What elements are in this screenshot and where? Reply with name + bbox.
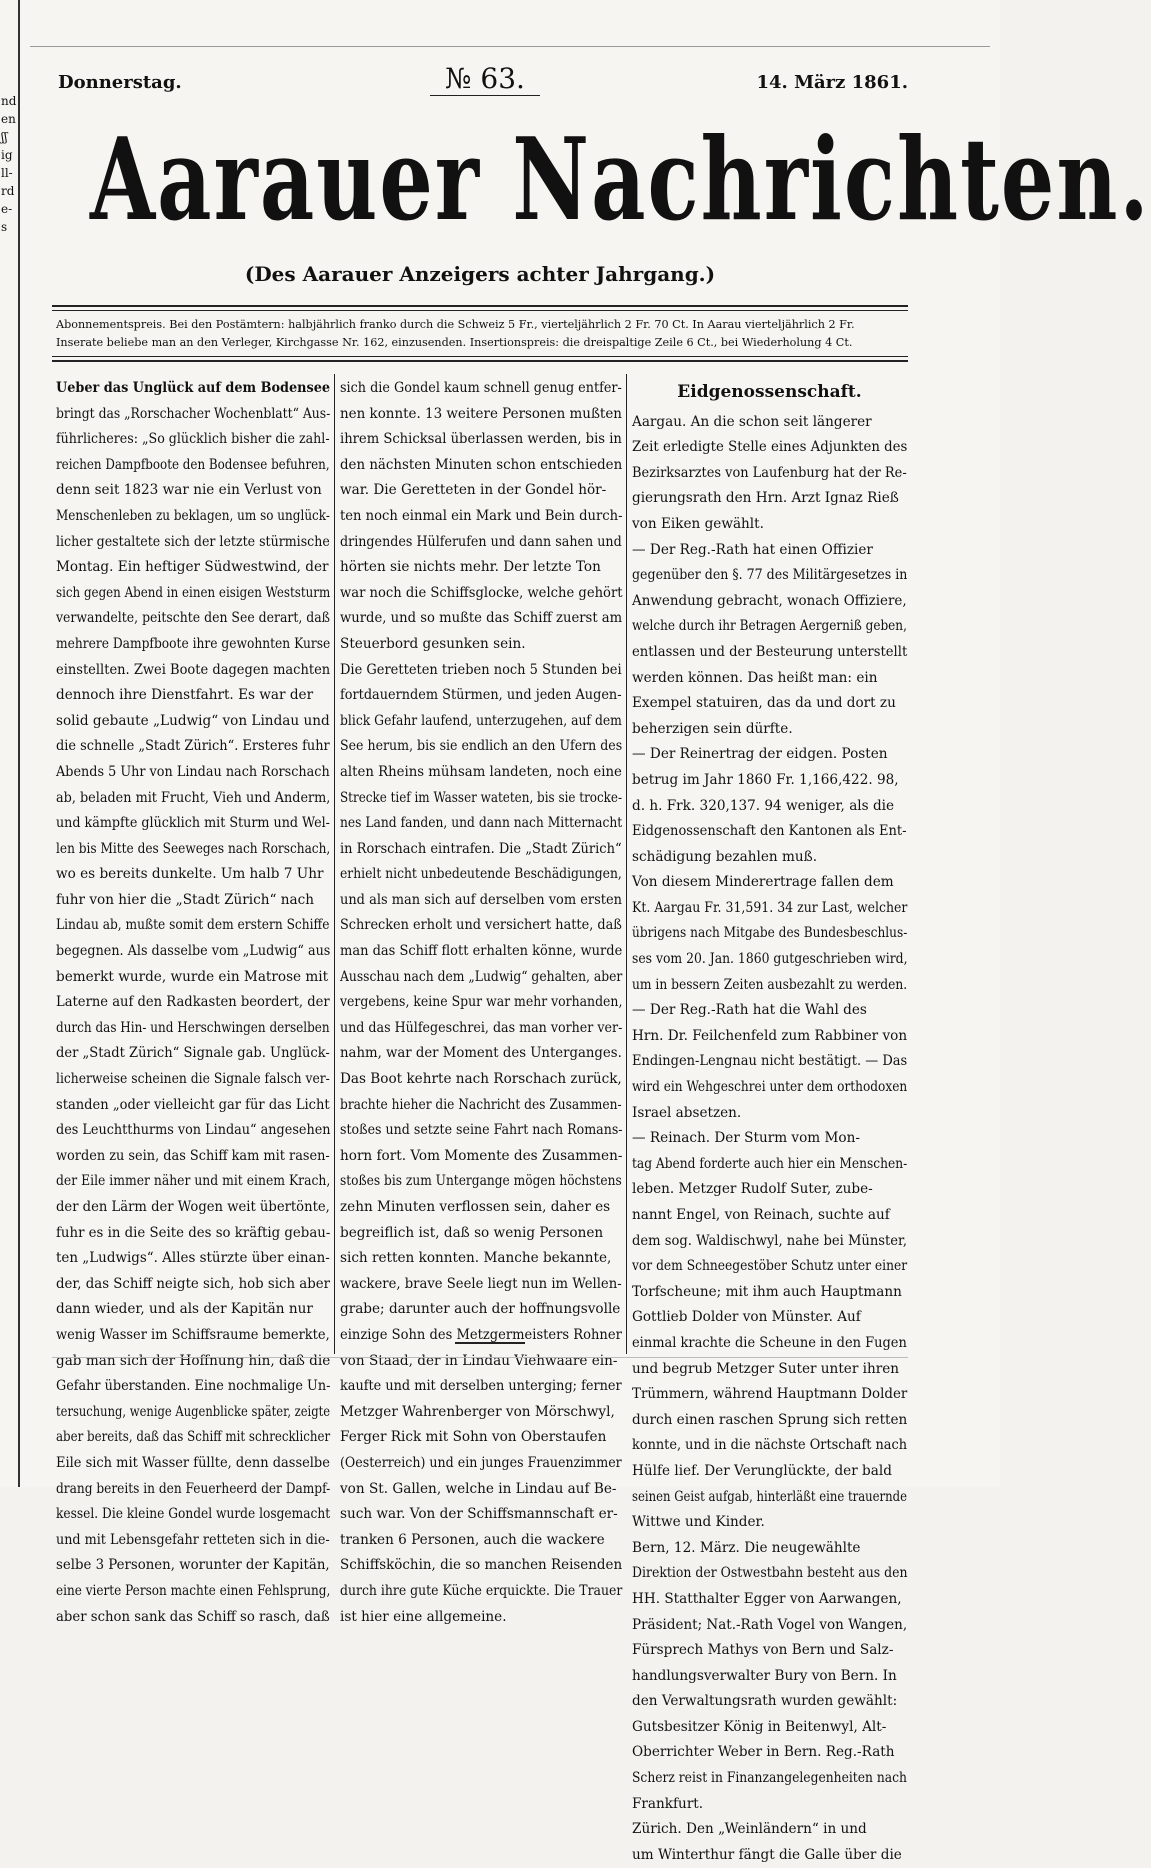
edge-fragment: e- [1,202,13,216]
text-line: man das Schiff flott erhalten könne, wurde [340,943,623,960]
text-line: len bis Mitte des Seeweges nach Rorschach, [56,840,331,857]
edge-fragment: ʃʃ [1,130,8,144]
masthead-subtitle: (Des Aarauer Anzeigers achter Jahrgang.) [244,262,716,286]
text-line: wird ein Wehgeschrei unter dem orthodoxen [632,1079,908,1096]
text-line: (Oesterreich) und ein junges Frauenzimmer [340,1454,622,1471]
text-line: von Eiken gewählt. [632,515,764,532]
weekday: Donnerstag. [58,72,182,93]
text-line: Bezirksarztes von Laufenburg hat der Re- [632,464,907,481]
text-line: ten noch einmal ein Mark und Bein durch- [340,507,623,524]
text-line: Von diesem Minderertrage fallen dem [632,874,894,891]
text-line: handlungsverwalter Bury von Bern. In [632,1667,897,1684]
text-line: aber bereits, daß das Schiff mit schrecklicher [56,1429,331,1446]
text-line: gegenüber den §. 77 des Militärgesetzes in [632,567,908,584]
text-line: der Eile immer näher und mit einem Krach, [56,1173,331,1190]
text-line: reichen Dampfboote den Bodensee befuhren, [56,456,330,473]
text-line: durch ihre gute Küche erquickte. Die Trauer [340,1582,623,1599]
text-line: Aargau. An die schon seit längerer [632,413,872,430]
text-line: erhielt nicht unbedeutende Beschädigungen, [340,866,622,883]
text-line: grabe; darunter auch der hoffnungsvolle [340,1301,621,1318]
text-line: vor dem Schneegestöber Schutz unter einer [632,1258,908,1275]
text-line: — Der Reinertrag der eidgen. Posten [632,746,888,763]
text-line: betrug im Jahr 1860 Fr. 1,166,422. 98, [632,771,899,788]
text-line: nen konnte. 13 weitere Personen mußten [340,405,622,422]
text-line: mehrere Dampfboote ihre gewohnten Kurse [56,635,331,652]
text-line: dann wieder, und als der Kapitän nur [56,1301,313,1318]
text-line: sich gegen Abend in einen eisigen Weststurm [56,584,331,601]
text-line: durch einen raschen Sprung sich retten [632,1411,908,1428]
text-line: Montag. Ein heftiger Südwestwind, der [56,559,329,576]
text-line: such war. Von der Schiffsmannschaft er- [340,1506,618,1523]
text-line: vergebens, keine Spur war mehr vorhanden, [340,994,623,1011]
text-line: war noch die Schiffsglocke, welche gehört [340,584,623,601]
text-line: Bern, 12. März. Die neugewählte [632,1539,861,1556]
rule-top [52,305,908,307]
text-line: beherzigen sein dürfte. [632,720,793,737]
text-line: fuhr von hier die „Stadt Zürich“ nach [56,891,315,908]
text-line: Menschenleben zu beklagen, um so unglück- [56,507,330,524]
edge-fragment: nd [1,94,17,108]
text-line: brachte hieher die Nachricht des Zusammen- [340,1096,622,1113]
text-line: der den Lärm der Wogen weit übertönte, [56,1199,330,1215]
text-line: einmal krachte die Scheune in den Fugen [632,1334,907,1351]
text-line: seinen Geist aufgab, hinterläßt eine trauernde [632,1488,907,1505]
text-line: drang bereits in den Feuerheerd der Dampf- [56,1480,331,1497]
text-line: Gottlieb Dolder von Münster. Auf [632,1309,861,1326]
text-line: Direktion der Ostwestbahn besteht aus den [632,1565,908,1582]
text-line: und mit Lebensgefahr retteten sich in die- [56,1531,330,1548]
text-line: schädigung bezahlen muß. [632,848,818,865]
issue-date: 14. März 1861. [756,72,908,93]
text-line: einzige Sohn des Metzgermeisters Rohner [340,1326,622,1343]
text-line: selbe 3 Personen, worunter der Kapitän, [56,1557,330,1574]
text-line: zehn Minuten verflossen sein, daher es [340,1199,611,1215]
text-line: blick Gefahr laufend, unterzugehen, auf dem [340,712,622,729]
edge-fragment: ll- [1,166,13,180]
text-line: gab man sich der Hoffnung hin, daß die [56,1352,331,1369]
edge-fragment: en [1,112,16,126]
text-line: von St. Gallen, welche in Lindau auf Be- [340,1480,617,1497]
text-line: leben. Metzger Rudolf Suter, zube- [632,1181,873,1198]
bottom-border [52,1357,908,1358]
text-line: Lindau ab, mußte somit dem erstern Schiffe [56,917,330,934]
text-line: der „Stadt Zürich“ Signale gab. Unglück- [56,1045,330,1062]
text-line: entlassen und der Besteurung unterstellt [632,643,908,660]
text-line: dringendes Hülferufen und dann sahen und [340,533,622,550]
text-line: Schrecken erholt und versichert hatte, daß [340,917,622,934]
text-line: wenig Wasser im Schiffsraume bemerkte, [56,1326,330,1343]
text-line: stoßes bis zum Untergange mögen höchstens [340,1173,622,1190]
text-line: die schnelle „Stadt Zürich“. Ersteres fuhr [56,738,330,755]
subscription-notice [56,316,906,352]
column-2 [340,376,622,1630]
text-line: den Verwaltungsrath wurden gewählt: [632,1693,898,1710]
text-line: eine vierte Person machte einen Fehlsprung, [56,1582,331,1599]
text-line: Trümmern, während Hauptmann Dolder [632,1386,908,1403]
text-line: wo es bereits dunkelte. Um halb 7 Uhr [56,866,324,883]
text-line: Frankfurt. [632,1795,704,1812]
text-line: um in bessern Zeiten ausbezahlt zu werden. [632,976,908,993]
issue-number: № 63. [430,62,540,96]
text-line: Fürsprech Mathys von Bern und Salz- [632,1642,894,1659]
text-line: der, das Schiff neigte sich, hob sich aber [56,1275,330,1292]
rule-top-thin [52,310,908,311]
text-line: Hülfe lief. Der Verunglückte, der bald [632,1462,892,1479]
text-line: See herum, bis sie endlich an den Ufern des [340,738,623,755]
text-line: um Winterthur fängt die Galle über die [632,1846,902,1863]
rule-bottom [52,360,908,362]
text-line: gierungsrath den Hrn. Arzt Ignaz Rieß [632,490,899,507]
text-line: Das Boot kehrte nach Rorschach zurück, [340,1071,622,1088]
top-border [30,0,990,47]
text-line: und begrub Metzger Suter unter ihren [632,1360,900,1377]
text-line: tranken 6 Personen, auch die wackere [340,1531,605,1548]
text-line: Endingen-Lengnau nicht bestätigt. — Das [632,1053,908,1070]
text-line: begegnen. Als dasselbe vom „Ludwig“ aus [56,943,331,960]
article-end-mark [455,1342,525,1344]
text-line: Zeit erledigte Stelle eines Adjunkten des [632,439,908,456]
text-line: sich retten konnten. Manche bekannte, [340,1250,612,1267]
text-line: stoßes und setzte seine Fahrt nach Romans- [340,1122,623,1139]
text-line: Eile sich mit Wasser füllte, denn dasselbe [56,1454,330,1471]
text-line: d. h. Frk. 320,137. 94 weniger, als die [632,797,895,814]
text-line: tag Abend forderte auch hier ein Menschen- [632,1155,908,1172]
text-line: Torfscheune; mit ihm auch Hauptmann [632,1283,902,1300]
text-line: durch das Hin- und Herschwingen derselben [56,1019,330,1036]
text-line: ihrem Schicksal überlassen werden, bis in [340,431,622,448]
text-line: denn seit 1823 war nie ein Verlust von [56,482,322,499]
text-line: nannt Engel, von Reinach, suchte auf [632,1207,890,1223]
text-line: übrigens nach Mitgabe des Bundesbeschlus- [632,925,908,942]
text-line: ist hier eine allgemeine. [340,1608,507,1625]
text-line: bemerkt wurde, wurde ein Matrose mit [56,968,329,985]
text-line: bringt das „Rorschacher Wochenblatt“ Aus- [56,405,331,422]
column-divider [334,374,335,1354]
text-line: licher gestaltete sich der letzte stürmische [56,533,330,550]
text-line: solid gebaute „Ludwig“ von Lindau und [56,712,330,729]
text-line: Exempel statuiren, das da und dort zu [632,695,896,712]
text-line: in Rorschach eintrafen. Die „Stadt Zürich“ [340,840,622,857]
text-line: Eidgenossenschaft den Kantonen als Ent- [632,823,907,840]
text-line: kessel. Die kleine Gondel wurde losgemacht [56,1506,331,1523]
text-line: sich die Gondel kaum schnell genug entfer- [340,380,622,396]
text-line: kaufte und mit derselben unterging; ferner [340,1378,622,1395]
text-line: Ferger Rick mit Sohn von Oberstaufen [340,1429,607,1446]
text-line: Zürich. Den „Weinländern“ in und [632,1821,867,1838]
column-divider [626,374,627,1354]
text-line: den nächsten Minuten schon entschieden [340,456,623,473]
adjacent-page-edge [0,0,20,1487]
text-line: Gefahr überstanden. Eine nochmalige Un- [56,1378,331,1395]
text-line: Scherz reist in Finanzangelegenheiten nach [632,1770,907,1787]
text-line: Gutsbesitzer König in Beitenwyl, Alt- [632,1718,887,1735]
text-line: horn fort. Vom Momente des Zusammen- [340,1147,623,1164]
column-1 [56,376,330,1630]
notice-line: Inserate beliebe man an den Verleger, Kirchgasse Nr. 162, einzusenden. Insertionspreis: die dreispaltige Zeile 6 Ct., bei Wiederholung 4 Ct. [56,336,853,349]
text-line: — Der Reg.-Rath hat einen Offizier [632,541,873,558]
edge-fragment: rd [1,184,15,198]
text-line: verwandelte, peitschte den See derart, daß [56,610,330,627]
notice-line: Abonnementspreis. Bei den Postämtern: halbjährlich franko durch die Schweiz 5 Fr., vierteljährlich 2 Fr. 70 Ct. In Aarau vierteljährlich 2 Fr. [56,318,855,331]
text-line: Metzger Wahrenberger von Mörschwyl, [340,1403,615,1420]
text-line: Laterne auf den Radkasten beordert, der [56,994,330,1011]
text-line: begreiflich ist, daß so wenig Personen [340,1224,604,1241]
text-line: dennoch ihre Dienstfahrt. Es war der [56,687,314,704]
text-line: Israel absetzen. [632,1104,742,1121]
text-line: Schiffsköchin, die so manchen Reisenden [340,1557,623,1574]
text-line: Hrn. Dr. Feilchenfeld zum Rabbiner von [632,1027,908,1044]
text-line: nes Land fanden, und dann nach Mitternacht [340,815,623,832]
text-line: nahm, war der Moment des Unterganges. [340,1045,622,1062]
article-heading: Ueber das Unglück auf dem Bodensee [56,380,331,396]
text-line: Präsident; Nat.-Rath Vogel von Wangen, [632,1616,908,1633]
text-line: von Staad, der in Lindau Viehwaare ein- [340,1352,618,1369]
text-line: des Leuchtthurms von Lindau“ angesehen [56,1122,331,1139]
text-line: dem sog. Waldischwyl, nahe bei Münster, [632,1232,908,1249]
text-line: Wittwe und Kinder. [632,1514,765,1531]
text-line: ten „Ludwigs“. Alles stürzte über einan- [56,1250,330,1267]
text-line: Strecke tief im Wasser wateten, bis sie trocke- [340,789,623,806]
text-line: hörten sie nichts mehr. Der letzte Ton [340,559,601,576]
text-line: ses vom 20. Jan. 1860 gutgeschrieben wird, [632,951,908,968]
text-line: Kt. Aargau Fr. 31,591. 34 zur Last, welcher [632,899,908,916]
text-line: und kämpfte glücklich mit Sturm und Wel- [56,815,330,832]
text-line: konnte, und in die nächste Ortschaft nach [632,1437,908,1454]
text-line: und als man sich auf derselben vom ersten [340,891,622,908]
edge-fragment: s [1,220,8,234]
text-line: fortdauerndem Stürmen, und jeden Augen- [340,687,622,704]
text-line: Abends 5 Uhr von Lindau nach Rorschach [56,763,330,780]
section-heading: Eidgenossenschaft. [677,382,862,402]
text-line: worden zu sein, das Schiff kam mit rasen- [56,1147,330,1164]
text-line: — Der Reg.-Rath hat die Wahl des [632,1002,867,1019]
text-line: Anwendung gebracht, wonach Offiziere, [632,592,907,609]
text-line: welche durch ihr Betragen Aergerniß geben, [632,618,907,635]
text-line: Steuerbord gesunken sein. [340,635,526,652]
text-line: alten Rheins mühsam landeten, noch eine [340,763,622,780]
text-line: Die Geretteten trieben noch 5 Stunden bei [340,661,622,678]
text-line: standen „oder vielleicht gar für das Licht [56,1096,330,1113]
text-line: tersuchung, wenige Augenblicke später, zeigte [56,1403,331,1420]
text-line: einstellten. Zwei Boote dagegen machten [56,661,331,678]
text-line: wurde, und so mußte das Schiff zuerst am [340,610,623,627]
edge-fragment: ig [1,148,13,162]
text-line: ab, beladen mit Frucht, Vieh und Anderm, [56,789,331,806]
text-line: Ausschau nach dem „Ludwig“ gehalten, aber [340,968,623,985]
text-line: führlicheres: „So glücklich bisher die zahl- [56,431,330,448]
text-line: war. Die Geretteten in der Gondel hör- [340,482,607,499]
text-line: Oberrichter Weber in Bern. Reg.-Rath [632,1744,895,1761]
text-line: — Reinach. Der Sturm vom Mon- [632,1130,860,1147]
text-line: werden können. Das heißt man: ein [632,669,878,686]
text-line: aber schon sank das Schiff so rasch, daß [56,1608,330,1625]
text-line: wackere, brave Seele liegt nun im Wellen- [340,1275,622,1292]
text-line: HH. Statthalter Egger von Aarwangen, [632,1590,902,1607]
rule-bottom-thin [52,356,908,357]
masthead-title: Aarauer Nachrichten. [90,112,1151,247]
text-line: licherweise scheinen die Signale falsch ver- [56,1071,330,1088]
column-3 [632,376,907,1868]
text-line: fuhr es in die Seite des so kräftig gebau- [56,1224,331,1241]
text-line: und das Hülfegeschrei, das man vorher ver- [340,1019,623,1036]
